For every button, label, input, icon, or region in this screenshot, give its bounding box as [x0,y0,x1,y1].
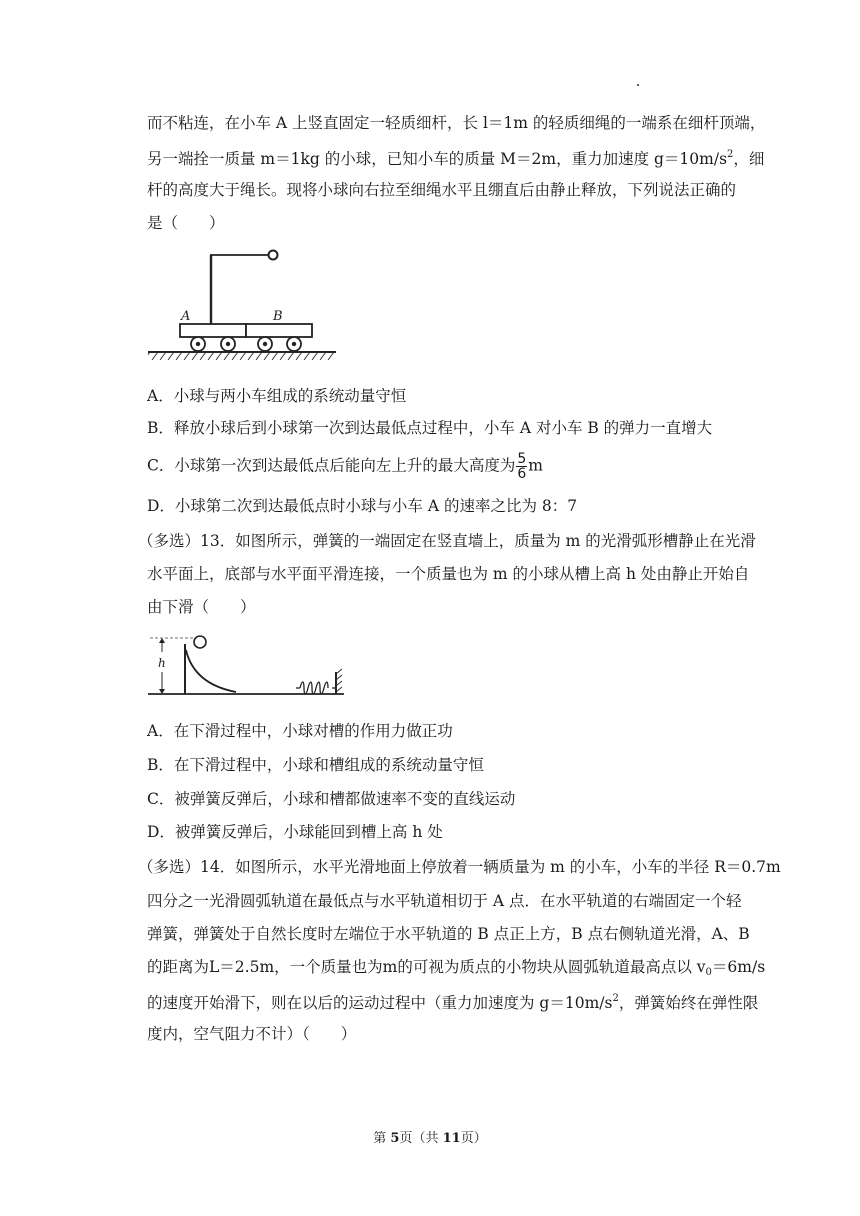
height-label-h: h [158,656,166,670]
q14-line-1: （多选）14．如图所示，水平光滑地面上停放着一辆质量为 m 的小车，小车的半径 R＝0.7m [138,858,781,876]
q13-line-2: 水平面上，底部与水平面平滑连接，一个质量也为 m 的小球从槽上高 h 处由静止开始自 [147,565,750,583]
fraction-five-sixths: $\frac{5}{6}$ [517,451,527,482]
q12-option-b: B．释放小球后到小球第一次到达最低点过程中，小车 A 对小车 B 的弹力一直增大 [147,419,713,437]
q14-line-3: 弹簧，弹簧处于自然长度时左端位于水平轨道的 B 点正上方，B 点右侧轨道光滑，A、B [147,925,750,943]
q12-option-d: D．小球第二次到达最低点时小球与小车 A 的速率之比为 8：7 [147,497,578,515]
cart-label-b: B [273,309,283,324]
q13-option-c: C．被弹簧反弹后，小球和槽都做速率不变的直线运动 [147,790,516,808]
slide-spring-figure [148,632,348,700]
q13-line-1: （多选）13．如图所示，弹簧的一端固定在竖直墙上，质量为 m 的光滑弧形槽静止在光滑 [138,532,756,550]
q13-option-a: A．在下滑过程中，小球对槽的作用力做正功 [147,722,453,740]
q13-option-d: D．被弹簧反弹后，小球能回到槽上高 h 处 [147,823,443,841]
q13-option-b: B．在下滑过程中，小球和槽组成的系统动量守恒 [147,756,484,774]
q12-line-1: 而不粘连，在小车 A 上竖直固定一轻质细杆，长 l＝1m 的轻质细绳的一端系在细杆顶端， [147,114,766,132]
q14-line-6: 度内，空气阻力不计）（ ） [147,1025,357,1043]
q12-option-a: A．小球与两小车组成的系统动量守恒 [147,387,407,405]
q13-line-3: 由下滑（ ） [147,598,256,616]
q14-line-2: 四分之一光滑圆弧轨道在最低点与水平轨道相切于 A 点．在水平轨道的右端固定一个轻 [147,892,742,910]
page-total: 11 [442,1131,461,1146]
page-number: 5 [390,1131,400,1146]
q12-option-c: C．小球第一次到达最低点后能向左上升的最大高度为 $\frac{5}{6}$ m [147,451,543,482]
cart-label-a: A [181,309,191,324]
q12-line-4: 是（ ） [147,214,225,232]
page-footer: 第 5页（共 11页） [373,1131,487,1146]
carts-figure [148,244,338,366]
scan-dot [637,84,639,86]
q12-line-2: 另一端拴一质量 m＝1kg 的小球，已知小车的质量 M＝2m，重力加速度 $g=10m/s^2$，细 [147,149,765,168]
q12-line-3: 杆的高度大于绳长。现将小球向右拉至细绳水平且绷直后由静止释放，下列说法正确的 [147,181,737,199]
q14-line-5: 的速度开始滑下，则在以后的运动过程中（重力加速度为 $g=10m/s^2$，弹簧始终在弹性限 [147,993,759,1012]
q14-line-4: 的距离为L＝2.5m，一个质量也为m的可视为质点的小物块从圆弧轨道最高点以 $v_0=6m/s$ [147,958,766,978]
